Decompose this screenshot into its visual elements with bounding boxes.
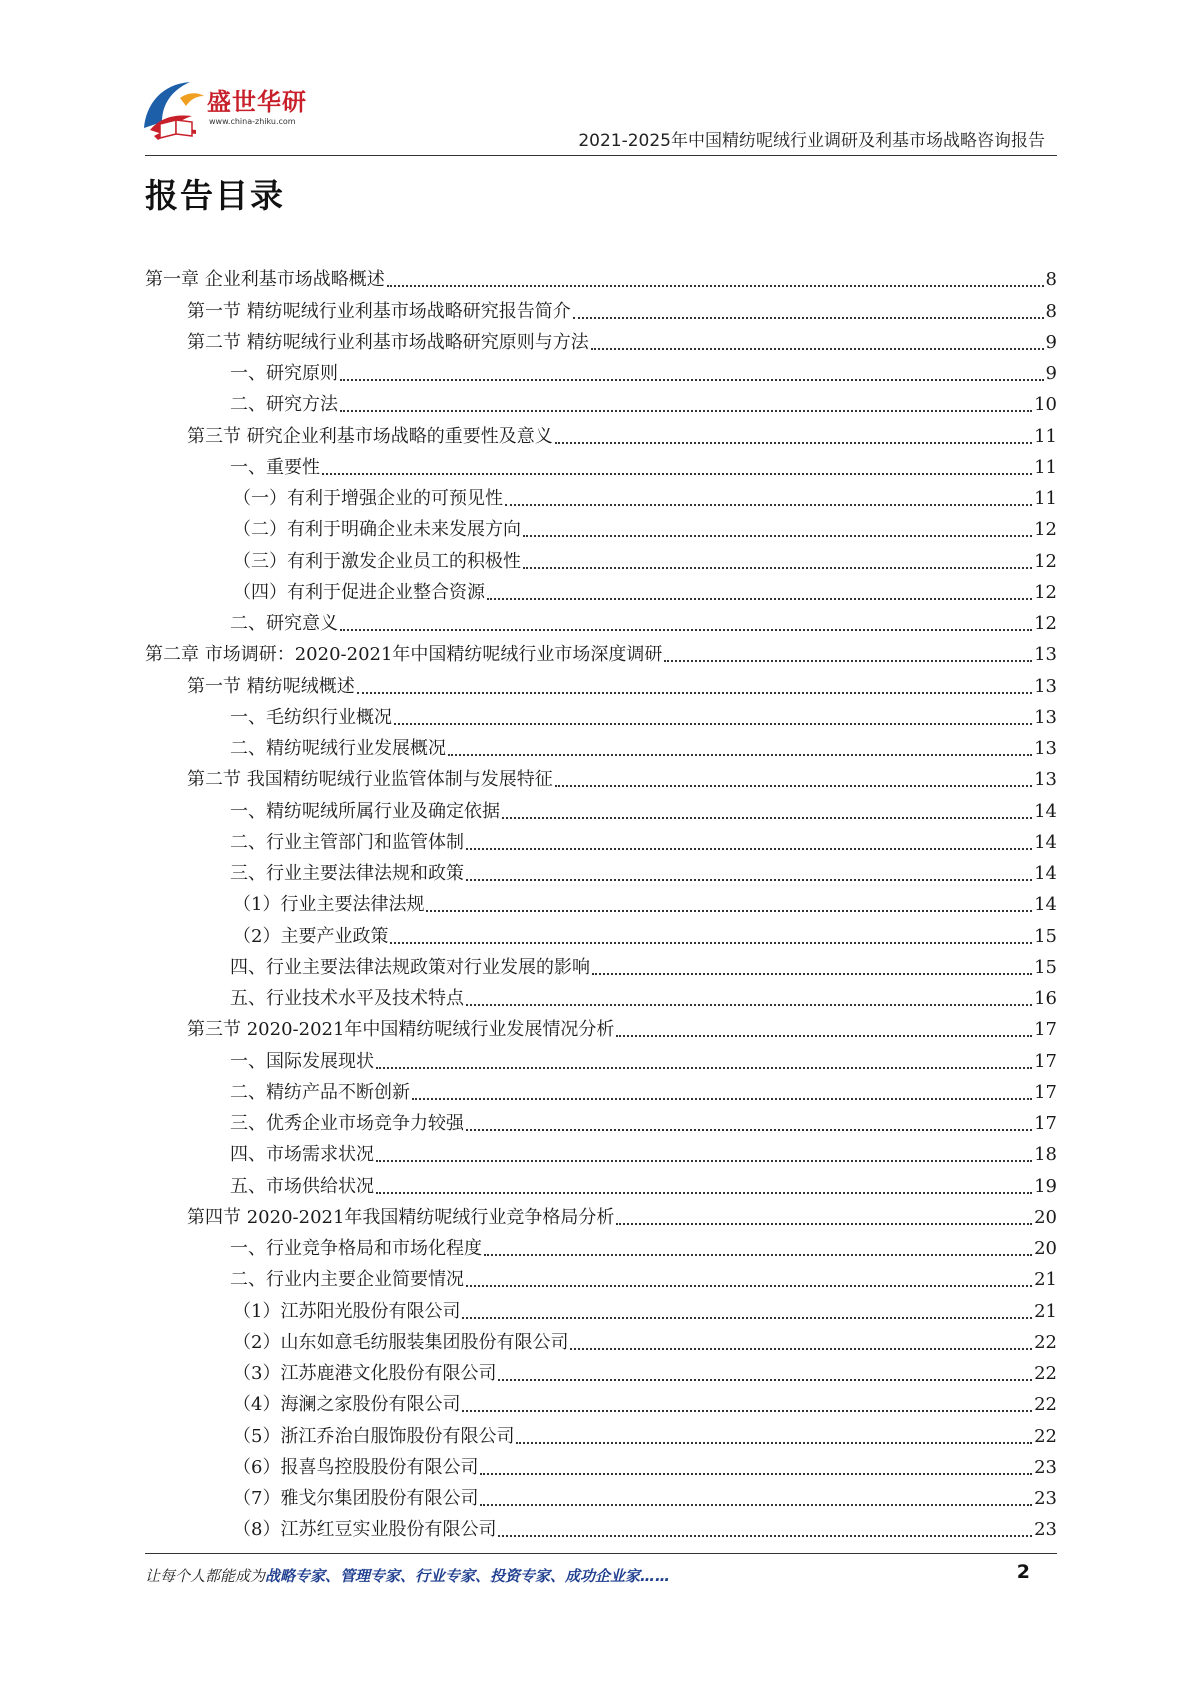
toc-entry[interactable] (145, 606, 1057, 637)
toc-entry-label: 四、市场需求状况 (230, 1144, 374, 1166)
toc-entry-page: 11 (1034, 425, 1057, 447)
toc-entry[interactable] (145, 1356, 1057, 1387)
toc-dot-leader (448, 754, 1032, 756)
toc-entry[interactable] (145, 481, 1057, 512)
toc-entry-page: 22 (1034, 1425, 1057, 1447)
toc-entry[interactable] (145, 450, 1057, 481)
toc-entry[interactable] (145, 1043, 1057, 1074)
toc-dot-leader (555, 785, 1032, 787)
toc-entry-label: （三）有利于激发企业员工的积极性 (233, 550, 521, 572)
toc-entry-label: 一、毛纺织行业概况 (230, 706, 392, 728)
toc-dot-leader (555, 442, 1032, 444)
toc-entry-page: 8 (1045, 269, 1057, 291)
toc-entry[interactable] (145, 1012, 1057, 1043)
toc-dot-leader (573, 317, 1044, 319)
toc-entry[interactable] (145, 887, 1057, 918)
toc-entry-label: 第二节 精纺呢绒行业利基市场战略研究原则与方法 (187, 331, 589, 353)
toc-dot-leader (412, 1098, 1032, 1100)
toc-entry[interactable] (145, 1168, 1057, 1199)
toc-dot-leader (322, 473, 1032, 475)
toc-dot-leader (591, 348, 1044, 350)
toc-dot-leader (516, 1442, 1032, 1444)
toc-entry-label: 第四节 2020-2021年我国精纺呢绒行业竞争格局分析 (187, 1206, 615, 1228)
toc-entry-page: 17 (1034, 1081, 1057, 1103)
toc-entry-label: 二、研究意义 (230, 613, 338, 634)
toc-entry-page: 14 (1034, 863, 1057, 884)
toc-entry-label: 二、精纺产品不断创新 (230, 1081, 410, 1103)
toc-entry-page: 15 (1034, 925, 1057, 947)
toc-dot-leader (394, 723, 1032, 725)
toc-entry-label: 第一节 精纺呢绒概述 (187, 675, 355, 697)
toc-dot-leader (466, 1285, 1032, 1287)
toc-entry[interactable] (145, 512, 1057, 543)
toc-entry[interactable] (145, 325, 1057, 356)
toc-dot-leader (466, 1129, 1032, 1131)
toc-entry-page: 9 (1045, 331, 1057, 353)
toc-entry-page: 12 (1034, 519, 1057, 541)
toc-entry[interactable] (145, 418, 1057, 449)
toc-entry[interactable] (145, 793, 1057, 824)
toc-entry-label: （5）浙江乔治白服饰股份有限公司 (233, 1425, 515, 1447)
toc-entry[interactable] (145, 1262, 1057, 1293)
toc-entry-page: 13 (1034, 769, 1057, 791)
toc-entry-page: 17 (1034, 1050, 1057, 1072)
toc-dot-leader (466, 879, 1032, 881)
toc-entry-label: （2）山东如意毛纺服装集团股份有限公司 (233, 1331, 569, 1353)
toc-dot-leader (340, 410, 1032, 412)
toc-entry[interactable] (145, 918, 1057, 949)
toc-entry-label: （1）行业主要法律法规 (233, 894, 425, 916)
report-title: 2021-2025年中国精纺呢绒行业调研及利基市场战略咨询报告 (578, 131, 1045, 151)
toc-dot-leader (466, 848, 1032, 850)
toc-entry-label: （1）江苏阳光股份有限公司 (233, 1300, 461, 1322)
toc-dot-leader (387, 285, 1044, 287)
toc-entry-page: 13 (1034, 675, 1057, 697)
toc-dot-leader (340, 379, 1044, 381)
toc-dot-leader (376, 1067, 1032, 1069)
toc-entry-label: （4）海澜之家股份有限公司 (233, 1394, 461, 1416)
toc-dot-leader (505, 504, 1032, 506)
toc-dot-leader (523, 567, 1032, 569)
toc-entry-label: 第三节 研究企业利基市场战略的重要性及意义 (187, 425, 553, 447)
toc-entry-label: 一、国际发展现状 (230, 1050, 374, 1072)
toc-entry[interactable] (145, 668, 1057, 699)
header-divider (145, 155, 1057, 156)
toc-entry-page: 9 (1045, 363, 1057, 384)
toc-entry-label: （四）有利于促进企业整合资源 (233, 581, 485, 603)
toc-entry-page: 10 (1034, 394, 1057, 416)
toc-entry[interactable] (145, 1512, 1057, 1543)
toc-dot-leader (376, 1160, 1032, 1162)
brand-logo (140, 78, 370, 148)
toc-entry-page: 22 (1034, 1331, 1057, 1353)
toc-entry-page: 21 (1034, 1269, 1057, 1291)
toc-entry-page: 14 (1034, 800, 1057, 822)
toc-entry-page: 21 (1034, 1300, 1057, 1322)
toc-dot-leader (480, 1473, 1032, 1475)
toc-entry[interactable] (145, 1450, 1057, 1481)
page-header (0, 0, 1191, 160)
toc-dot-leader (390, 942, 1032, 944)
footer-divider (145, 1553, 1057, 1554)
toc-entry[interactable] (145, 981, 1057, 1012)
toc-dot-leader (592, 973, 1032, 975)
toc-dot-leader (498, 1535, 1032, 1537)
toc-entry[interactable] (145, 1325, 1057, 1356)
toc-entry[interactable] (145, 700, 1057, 731)
toc-entry[interactable] (145, 637, 1057, 668)
footer-slogan (145, 1565, 670, 1586)
toc-entry-page: 15 (1034, 956, 1057, 978)
book-swoosh-logo-icon (140, 78, 206, 144)
toc-entry[interactable] (145, 262, 1057, 293)
toc-entry-page: 12 (1034, 550, 1057, 572)
toc-entry-label: （2）主要产业政策 (233, 925, 389, 947)
toc-entry[interactable] (145, 731, 1057, 762)
toc-entry-page: 12 (1034, 581, 1057, 603)
toc-dot-leader (664, 660, 1032, 662)
toc-dot-leader (462, 1317, 1032, 1319)
toc-entry[interactable] (145, 1106, 1057, 1137)
toc-entry-label: 一、精纺呢绒所属行业及确定依据 (230, 800, 500, 822)
toc-entry-page: 12 (1034, 613, 1057, 634)
toc-entry-label: 第一节 精纺呢绒行业利基市场战略研究报告简介 (187, 300, 571, 322)
toc-entry-page: 14 (1034, 831, 1057, 853)
slogan-prefix: 让每个人都能成为 (145, 1567, 266, 1585)
toc-entry-page: 20 (1034, 1206, 1057, 1228)
toc-entry-label: （6）报喜鸟控股股份有限公司 (233, 1456, 479, 1478)
toc-entry[interactable] (145, 356, 1057, 387)
brand-name: 盛世华研 (207, 88, 307, 116)
toc-entry-label: 二、精纺呢绒行业发展概况 (230, 738, 446, 759)
toc-entry-page: 11 (1034, 456, 1057, 478)
toc-dot-leader (570, 1348, 1032, 1350)
toc-entry-label: 第二节 我国精纺呢绒行业监管体制与发展特征 (187, 769, 553, 791)
toc-entry-label: 第一章 企业利基市场战略概述 (145, 269, 385, 291)
toc-entry-label: 一、重要性 (230, 456, 320, 478)
toc-dot-leader (484, 1254, 1032, 1256)
toc-entry-page: 13 (1034, 706, 1057, 728)
toc-dot-leader (523, 535, 1032, 537)
toc-entry-label: （8）江苏红豆实业股份有限公司 (233, 1519, 497, 1541)
toc-entry-label: 五、行业技术水平及技术特点 (230, 988, 464, 1009)
toc-entry[interactable] (145, 387, 1057, 418)
toc-entry[interactable] (145, 1387, 1057, 1418)
toc-dot-leader (376, 1192, 1032, 1194)
toc-entry[interactable] (145, 950, 1057, 981)
brand-url: www.china-zhiku.com (209, 117, 296, 126)
toc-entry[interactable] (145, 1418, 1057, 1449)
toc-entry[interactable] (145, 1293, 1057, 1324)
toc-entry-page: 16 (1034, 988, 1057, 1009)
toc-dot-leader (502, 817, 1032, 819)
toc-entry-page: 8 (1045, 300, 1057, 322)
toc-entry-page: 18 (1034, 1144, 1057, 1166)
toc-entry-page: 23 (1034, 1488, 1057, 1509)
toc-entry-page: 17 (1034, 1113, 1057, 1134)
toc-entry-label: 二、行业主管部门和监管体制 (230, 831, 464, 853)
page-title: 报告目录 (145, 176, 285, 215)
toc-entry-label: 三、优秀企业市场竞争力较强 (230, 1113, 464, 1134)
toc-dot-leader (357, 692, 1032, 694)
toc-entry-label: 二、行业内主要企业简要情况 (230, 1269, 464, 1291)
toc-entry-page: 23 (1034, 1456, 1057, 1478)
toc-entry[interactable] (145, 762, 1057, 793)
toc-entry-label: （3）江苏鹿港文化股份有限公司 (233, 1363, 497, 1384)
toc-entry[interactable] (145, 856, 1057, 887)
toc-dot-leader (487, 598, 1032, 600)
toc-entry[interactable] (145, 1231, 1057, 1262)
toc-entry-label: 五、市场供给状况 (230, 1175, 374, 1197)
toc-entry-page: 20 (1034, 1238, 1057, 1259)
toc-dot-leader (340, 629, 1032, 631)
toc-dot-leader (466, 1004, 1032, 1006)
toc-entry-label: （7）雅戈尔集团股份有限公司 (233, 1488, 479, 1509)
toc-entry[interactable] (145, 1481, 1057, 1512)
toc-entry-label: 三、行业主要法律法规和政策 (230, 863, 464, 884)
slogan-accent: 战略专家、管理专家、行业专家、投资专家、成功企业家…… (265, 1567, 671, 1585)
toc-dot-leader (480, 1504, 1032, 1506)
toc-dot-leader (426, 910, 1032, 912)
toc-entry-label: 四、行业主要法律法规政策对行业发展的影响 (230, 956, 590, 978)
toc-entry-label: 第三节 2020-2021年中国精纺呢绒行业发展情况分析 (187, 1019, 615, 1041)
toc-dot-leader (616, 1223, 1032, 1225)
toc-entry-page: 22 (1034, 1363, 1057, 1384)
toc-entry[interactable] (145, 825, 1057, 856)
toc-entry[interactable] (145, 1137, 1057, 1168)
toc-entry-page: 14 (1034, 894, 1057, 916)
toc-entry-page: 11 (1034, 488, 1057, 509)
toc-entry-label: 二、研究方法 (230, 394, 338, 416)
toc-entry-page: 17 (1034, 1019, 1057, 1041)
toc-entry-page: 13 (1034, 644, 1057, 666)
page-number: 2 (1016, 1561, 1030, 1583)
toc-entry[interactable] (145, 1200, 1057, 1231)
toc-entry-page: 19 (1034, 1175, 1057, 1197)
table-of-contents (145, 262, 1057, 1543)
toc-entry-label: （二）有利于明确企业未来发展方向 (233, 519, 521, 541)
toc-entry[interactable] (145, 293, 1057, 324)
toc-entry[interactable] (145, 543, 1057, 574)
toc-entry-label: 一、行业竞争格局和市场化程度 (230, 1238, 482, 1259)
toc-entry-label: （一）有利于增强企业的可预见性 (233, 488, 503, 509)
toc-entry[interactable] (145, 1075, 1057, 1106)
toc-entry-page: 22 (1034, 1394, 1057, 1416)
toc-entry-label: 第二章 市场调研：2020-2021年中国精纺呢绒行业市场深度调研 (145, 644, 663, 666)
toc-dot-leader (498, 1379, 1032, 1381)
toc-entry-page: 13 (1034, 738, 1057, 759)
toc-entry-label: 一、研究原则 (230, 363, 338, 384)
toc-dot-leader (616, 1035, 1032, 1037)
toc-entry[interactable] (145, 575, 1057, 606)
toc-entry-page: 23 (1034, 1519, 1057, 1541)
toc-dot-leader (462, 1410, 1032, 1412)
